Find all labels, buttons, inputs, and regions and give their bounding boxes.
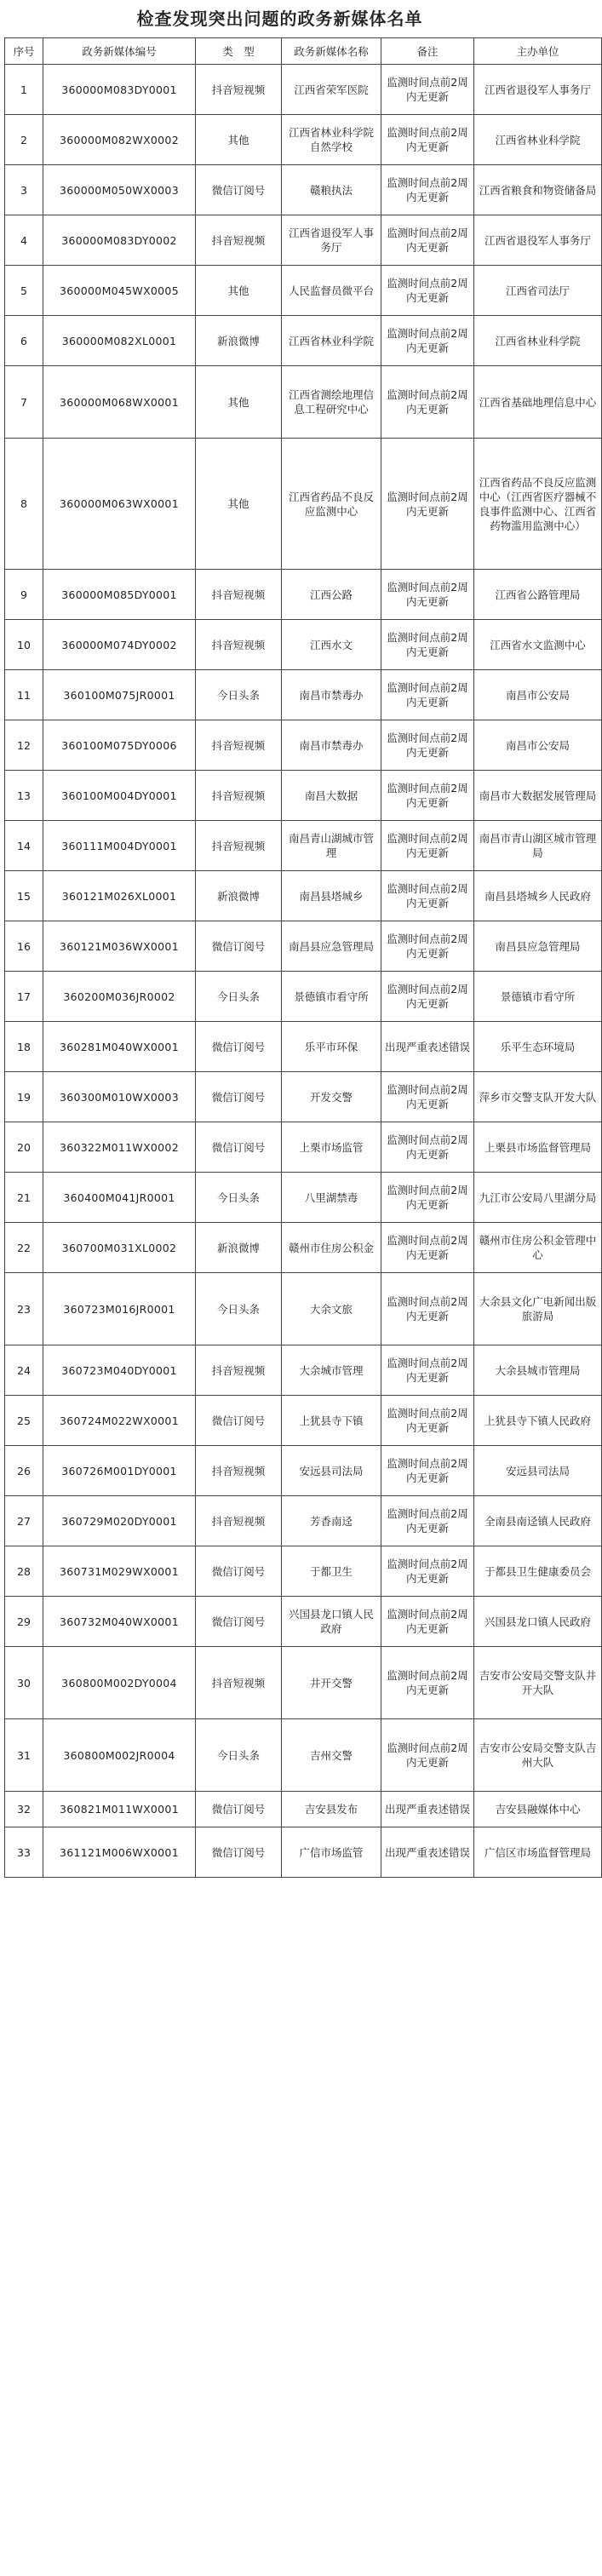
cell-note: 监测时间点前2周内无更新 (381, 316, 474, 366)
cell-type: 抖音短视频 (196, 1345, 282, 1396)
cell-code: 360000M082XL0001 (43, 316, 196, 366)
cell-type: 微信订阅号 (196, 165, 282, 215)
cell-no: 23 (5, 1273, 43, 1345)
cell-note: 出现严重表述错误 (381, 1792, 474, 1827)
cell-org: 江西省司法厅 (474, 266, 602, 316)
table-row (5, 1496, 602, 1546)
cell-note: 监测时间点前2周内无更新 (381, 1273, 474, 1345)
cell-name: 大余文旅 (282, 1273, 381, 1345)
cell-note: 监测时间点前2周内无更新 (381, 620, 474, 670)
cell-note: 出现严重表述错误 (381, 1827, 474, 1878)
cell-type: 微信订阅号 (196, 1597, 282, 1647)
cell-note: 监测时间点前2周内无更新 (381, 821, 474, 871)
cell-no: 12 (5, 720, 43, 771)
cell-code: 360800M002JR0004 (43, 1719, 196, 1792)
table-row (5, 1122, 602, 1173)
cell-org: 江西省基础地理信息中心 (474, 366, 602, 439)
table-row (5, 720, 602, 771)
table-row (5, 821, 602, 871)
cell-org: 南昌县应急管理局 (474, 921, 602, 972)
cell-note: 监测时间点前2周内无更新 (381, 1597, 474, 1647)
cell-type: 抖音短视频 (196, 771, 282, 821)
cell-no: 3 (5, 165, 43, 215)
cell-type: 其他 (196, 115, 282, 165)
header-no: 序号 (5, 38, 43, 65)
cell-code: 360000M045WX0005 (43, 266, 196, 316)
cell-type: 抖音短视频 (196, 720, 282, 771)
cell-org: 南昌市公安局 (474, 670, 602, 720)
cell-note: 监测时间点前2周内无更新 (381, 115, 474, 165)
cell-note: 监测时间点前2周内无更新 (381, 215, 474, 266)
cell-type: 今日头条 (196, 670, 282, 720)
table-body (5, 65, 602, 1878)
cell-no: 4 (5, 215, 43, 266)
cell-code: 360731M029WX0001 (43, 1546, 196, 1597)
cell-note: 监测时间点前2周内无更新 (381, 439, 474, 570)
cell-type: 微信订阅号 (196, 1396, 282, 1446)
cell-code: 360726M001DY0001 (43, 1446, 196, 1496)
table-header-row (5, 38, 602, 65)
cell-code: 360400M041JR0001 (43, 1173, 196, 1223)
cell-type: 抖音短视频 (196, 1647, 282, 1719)
cell-name: 江西省荣军医院 (282, 65, 381, 115)
header-code: 政务新媒体编号 (43, 38, 196, 65)
cell-code: 360121M036WX0001 (43, 921, 196, 972)
cell-type: 今日头条 (196, 1273, 282, 1345)
cell-name: 江西省林业科学院自然学校 (282, 115, 381, 165)
cell-note: 监测时间点前2周内无更新 (381, 1173, 474, 1223)
cell-no: 30 (5, 1647, 43, 1719)
cell-org: 江西省退役军人事务厅 (474, 215, 602, 266)
table-row (5, 1396, 602, 1446)
cell-type: 今日头条 (196, 1173, 282, 1223)
cell-no: 9 (5, 570, 43, 620)
cell-org: 江西省粮食和物资储备局 (474, 165, 602, 215)
table-row (5, 1223, 602, 1273)
cell-name: 景德镇市看守所 (282, 972, 381, 1022)
cell-name: 兴国县龙口镇人民政府 (282, 1597, 381, 1647)
cell-code: 360200M036JR0002 (43, 972, 196, 1022)
cell-org: 江西省林业科学院 (474, 316, 602, 366)
cell-code: 360723M016JR0001 (43, 1273, 196, 1345)
table-row (5, 115, 602, 165)
cell-org: 兴国县龙口镇人民政府 (474, 1597, 602, 1647)
cell-type: 微信订阅号 (196, 1827, 282, 1878)
cell-name: 南昌市禁毒办 (282, 720, 381, 771)
cell-code: 360000M050WX0003 (43, 165, 196, 215)
cell-code: 360800M002DY0004 (43, 1647, 196, 1719)
cell-no: 14 (5, 821, 43, 871)
table-row (5, 1273, 602, 1345)
cell-name: 吉安县发布 (282, 1792, 381, 1827)
cell-no: 19 (5, 1072, 43, 1122)
cell-org: 南昌市青山湖区城市管理局 (474, 821, 602, 871)
table-row (5, 670, 602, 720)
cell-no: 1 (5, 65, 43, 115)
cell-no: 10 (5, 620, 43, 670)
cell-name: 人民监督员微平台 (282, 266, 381, 316)
table-row (5, 1647, 602, 1719)
cell-type: 新浪微博 (196, 1223, 282, 1273)
cell-name: 八里湖禁毒 (282, 1173, 381, 1223)
cell-code: 360700M031XL0002 (43, 1223, 196, 1273)
cell-no: 27 (5, 1496, 43, 1546)
cell-name: 安远县司法局 (282, 1446, 381, 1496)
cell-note: 监测时间点前2周内无更新 (381, 1446, 474, 1496)
cell-no: 26 (5, 1446, 43, 1496)
table-row (5, 1446, 602, 1496)
table-row (5, 1719, 602, 1792)
cell-no: 24 (5, 1345, 43, 1396)
cell-code: 360000M068WX0001 (43, 366, 196, 439)
cell-no: 21 (5, 1173, 43, 1223)
cell-name: 南昌大数据 (282, 771, 381, 821)
cell-name: 南昌市禁毒办 (282, 670, 381, 720)
table-row (5, 871, 602, 921)
cell-type: 微信订阅号 (196, 1072, 282, 1122)
cell-code: 360121M026XL0001 (43, 871, 196, 921)
cell-name: 吉州交警 (282, 1719, 381, 1792)
table-row (5, 1173, 602, 1223)
cell-code: 360000M082WX0002 (43, 115, 196, 165)
cell-org: 赣州市住房公积金管理中心 (474, 1223, 602, 1273)
cell-no: 5 (5, 266, 43, 316)
cell-org: 大余县城市管理局 (474, 1345, 602, 1396)
cell-type: 抖音短视频 (196, 1496, 282, 1546)
cell-type: 抖音短视频 (196, 821, 282, 871)
cell-type: 抖音短视频 (196, 215, 282, 266)
cell-note: 监测时间点前2周内无更新 (381, 165, 474, 215)
cell-org: 上犹县寺下镇人民政府 (474, 1396, 602, 1446)
cell-name: 开发交警 (282, 1072, 381, 1122)
media-list-table (4, 37, 602, 1878)
header-name: 政务新媒体名称 (282, 38, 381, 65)
cell-org: 安远县司法局 (474, 1446, 602, 1496)
cell-no: 22 (5, 1223, 43, 1273)
cell-name: 广信市场监管 (282, 1827, 381, 1878)
table-row (5, 439, 602, 570)
cell-note: 监测时间点前2周内无更新 (381, 1072, 474, 1122)
table-row (5, 1597, 602, 1647)
cell-note: 监测时间点前2周内无更新 (381, 1496, 474, 1546)
cell-note: 监测时间点前2周内无更新 (381, 1719, 474, 1792)
cell-name: 江西省林业科学院 (282, 316, 381, 366)
cell-name: 江西水文 (282, 620, 381, 670)
table-row (5, 165, 602, 215)
cell-no: 32 (5, 1792, 43, 1827)
cell-code: 360100M075JR0001 (43, 670, 196, 720)
table-row (5, 972, 602, 1022)
cell-type: 抖音短视频 (196, 65, 282, 115)
cell-org: 江西省公路管理局 (474, 570, 602, 620)
cell-note: 监测时间点前2周内无更新 (381, 1396, 474, 1446)
cell-no: 17 (5, 972, 43, 1022)
cell-code: 361121M006WX0001 (43, 1827, 196, 1878)
header-type: 类 型 (196, 38, 282, 65)
cell-type: 其他 (196, 439, 282, 570)
cell-name: 南昌县应急管理局 (282, 921, 381, 972)
cell-note: 监测时间点前2周内无更新 (381, 921, 474, 972)
cell-no: 2 (5, 115, 43, 165)
cell-code: 360723M040DY0001 (43, 1345, 196, 1396)
cell-code: 360111M004DY0001 (43, 821, 196, 871)
cell-note: 监测时间点前2周内无更新 (381, 366, 474, 439)
table-row (5, 215, 602, 266)
cell-no: 33 (5, 1827, 43, 1878)
cell-org: 景德镇市看守所 (474, 972, 602, 1022)
cell-name: 于都卫生 (282, 1546, 381, 1597)
cell-org: 于都县卫生健康委员会 (474, 1546, 602, 1597)
cell-note: 监测时间点前2周内无更新 (381, 670, 474, 720)
cell-type: 抖音短视频 (196, 570, 282, 620)
cell-org: 全南县南迳镇人民政府 (474, 1496, 602, 1546)
cell-no: 6 (5, 316, 43, 366)
cell-org: 江西省药品不良反应监测中心（江西省医疗器械不良事件监测中心、江西省药物滥用监测中心） (474, 439, 602, 570)
table-row (5, 1072, 602, 1122)
cell-org: 江西省水文监测中心 (474, 620, 602, 670)
table-row (5, 771, 602, 821)
table-row (5, 65, 602, 115)
cell-type: 其他 (196, 366, 282, 439)
cell-no: 8 (5, 439, 43, 570)
cell-note: 监测时间点前2周内无更新 (381, 1647, 474, 1719)
table-row (5, 316, 602, 366)
cell-type: 微信订阅号 (196, 1546, 282, 1597)
cell-org: 南昌市公安局 (474, 720, 602, 771)
cell-name: 江西省退役军人事务厅 (282, 215, 381, 266)
cell-org: 吉安县融媒体中心 (474, 1792, 602, 1827)
cell-no: 11 (5, 670, 43, 720)
cell-type: 微信订阅号 (196, 1122, 282, 1173)
cell-code: 360300M010WX0003 (43, 1072, 196, 1122)
cell-no: 7 (5, 366, 43, 439)
cell-note: 监测时间点前2周内无更新 (381, 871, 474, 921)
cell-note: 监测时间点前2周内无更新 (381, 65, 474, 115)
cell-code: 360100M075DY0006 (43, 720, 196, 771)
cell-no: 13 (5, 771, 43, 821)
cell-org: 南昌县塔城乡人民政府 (474, 871, 602, 921)
table-row (5, 620, 602, 670)
cell-code: 360000M083DY0001 (43, 65, 196, 115)
table-row (5, 1345, 602, 1396)
cell-note: 监测时间点前2周内无更新 (381, 1546, 474, 1597)
cell-note: 监测时间点前2周内无更新 (381, 1223, 474, 1273)
header-note: 备注 (381, 38, 474, 65)
cell-org: 上栗县市场监督管理局 (474, 1122, 602, 1173)
cell-type: 微信订阅号 (196, 1022, 282, 1072)
cell-org: 广信区市场监督管理局 (474, 1827, 602, 1878)
cell-code: 360732M040WX0001 (43, 1597, 196, 1647)
cell-note: 监测时间点前2周内无更新 (381, 266, 474, 316)
cell-no: 16 (5, 921, 43, 972)
cell-org: 萍乡市交警支队开发大队 (474, 1072, 602, 1122)
cell-no: 31 (5, 1719, 43, 1792)
table-row (5, 1827, 602, 1878)
cell-no: 28 (5, 1546, 43, 1597)
cell-org: 吉安市公安局交警支队吉州大队 (474, 1719, 602, 1792)
cell-type: 新浪微博 (196, 316, 282, 366)
cell-note: 监测时间点前2周内无更新 (381, 570, 474, 620)
cell-code: 360281M040WX0001 (43, 1022, 196, 1072)
cell-name: 赣州市住房公积金 (282, 1223, 381, 1273)
cell-no: 20 (5, 1122, 43, 1173)
cell-org: 江西省退役军人事务厅 (474, 65, 602, 115)
cell-type: 今日头条 (196, 1719, 282, 1792)
header-org: 主办单位 (474, 38, 602, 65)
table-row (5, 1022, 602, 1072)
cell-note: 出现严重表述错误 (381, 1022, 474, 1072)
cell-name: 南昌青山湖城市管理 (282, 821, 381, 871)
cell-name: 大余城市管理 (282, 1345, 381, 1396)
table-row (5, 1546, 602, 1597)
cell-name: 南昌县塔城乡 (282, 871, 381, 921)
table-row (5, 366, 602, 439)
cell-no: 18 (5, 1022, 43, 1072)
cell-org: 吉安市公安局交警支队井开大队 (474, 1647, 602, 1719)
cell-no: 25 (5, 1396, 43, 1446)
cell-code: 360724M022WX0001 (43, 1396, 196, 1446)
cell-name: 上犹县寺下镇 (282, 1396, 381, 1446)
cell-type: 微信订阅号 (196, 921, 282, 972)
cell-type: 新浪微博 (196, 871, 282, 921)
cell-no: 29 (5, 1597, 43, 1647)
cell-org: 大余县文化广电新闻出版旅游局 (474, 1273, 602, 1345)
cell-code: 360100M004DY0001 (43, 771, 196, 821)
cell-name: 江西省测绘地理信息工程研究中心 (282, 366, 381, 439)
cell-code: 360000M074DY0002 (43, 620, 196, 670)
cell-note: 监测时间点前2周内无更新 (381, 1345, 474, 1396)
cell-code: 360000M063WX0001 (43, 439, 196, 570)
cell-org: 江西省林业科学院 (474, 115, 602, 165)
cell-no: 15 (5, 871, 43, 921)
cell-name: 江西公路 (282, 570, 381, 620)
cell-name: 江西省药品不良反应监测中心 (282, 439, 381, 570)
cell-type: 抖音短视频 (196, 1446, 282, 1496)
table-row (5, 266, 602, 316)
cell-name: 上栗市场监管 (282, 1122, 381, 1173)
cell-code: 360821M011WX0001 (43, 1792, 196, 1827)
cell-code: 360000M083DY0002 (43, 215, 196, 266)
cell-code: 360322M011WX0002 (43, 1122, 196, 1173)
cell-org: 南昌市大数据发展管理局 (474, 771, 602, 821)
cell-note: 监测时间点前2周内无更新 (381, 972, 474, 1022)
cell-org: 乐平生态环境局 (474, 1022, 602, 1072)
cell-type: 今日头条 (196, 972, 282, 1022)
table-row (5, 1792, 602, 1827)
cell-type: 其他 (196, 266, 282, 316)
page-title: 检查发现突出问题的政务新媒体名单 (136, 9, 423, 29)
cell-name: 赣粮执法 (282, 165, 381, 215)
cell-note: 监测时间点前2周内无更新 (381, 771, 474, 821)
cell-name: 井开交警 (282, 1647, 381, 1719)
cell-code: 360729M020DY0001 (43, 1496, 196, 1546)
table-row (5, 921, 602, 972)
table-row (5, 570, 602, 620)
cell-name: 芳香南迳 (282, 1496, 381, 1546)
cell-type: 抖音短视频 (196, 620, 282, 670)
cell-org: 九江市公安局八里湖分局 (474, 1173, 602, 1223)
cell-note: 监测时间点前2周内无更新 (381, 720, 474, 771)
cell-code: 360000M085DY0001 (43, 570, 196, 620)
cell-type: 微信订阅号 (196, 1792, 282, 1827)
cell-note: 监测时间点前2周内无更新 (381, 1122, 474, 1173)
cell-name: 乐平市环保 (282, 1022, 381, 1072)
